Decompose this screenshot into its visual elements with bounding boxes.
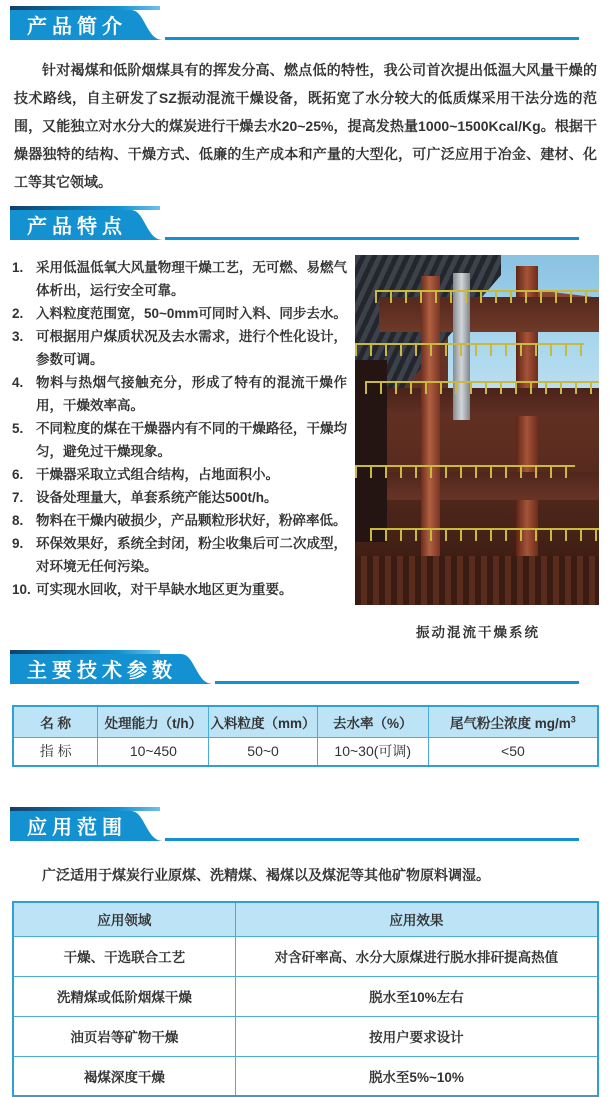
cell-effect: 脱水至5%~10% xyxy=(235,1056,598,1096)
application-intro: 广泛适用于煤炭行业原煤、洗精煤、褐煤以及煤泥等其他矿物原料调湿。 xyxy=(42,867,490,883)
photo-railing xyxy=(365,381,599,394)
table-header-row xyxy=(13,706,598,737)
banner-swoosh xyxy=(127,10,165,40)
photo-railing xyxy=(375,290,599,303)
banner-swoosh xyxy=(127,811,165,841)
feature-item: 1. 采用低温低氧大风量物理干燥工艺，无可燃、易燃气体析出，运行安全可靠。 xyxy=(12,260,347,298)
cell-effect: 对含矸率高、水分大原煤进行脱水排矸提高热值 xyxy=(235,936,598,976)
cell-domain: 干燥、干选联合工艺 xyxy=(13,936,235,976)
banner-top-strip xyxy=(10,206,160,210)
banner-swoosh xyxy=(127,210,165,240)
banner-top-strip xyxy=(10,6,160,10)
banner-underline xyxy=(165,838,579,841)
cell-dust: <50 xyxy=(428,737,598,766)
feature-item: 4. 物料与热烟气接触充分，形成了特有的混流干燥作用，干燥效率高。 xyxy=(12,375,347,413)
cell-feed-size: 50~0 xyxy=(209,737,317,766)
col-header-dewater-rate: 去水率（%） xyxy=(317,706,428,737)
banner-top-strip xyxy=(10,650,160,654)
col-header-feed-size: 入料粒度（mm） xyxy=(209,706,317,737)
cell-name: 指 标 xyxy=(13,737,98,766)
feature-item: 6. 干燥器采取立式组合结构，占地面积小。 xyxy=(12,467,279,482)
table-row xyxy=(13,976,598,1016)
features-list xyxy=(10,253,355,641)
feature-item: 5. 不同粒度的煤在干燥器内有不同的干燥路径，干燥均匀，避免过干燥现象。 xyxy=(12,421,347,459)
table-row xyxy=(13,737,598,766)
photo-caption: 振动混流干燥系统 xyxy=(416,625,540,640)
section-title-features: 产品特点 xyxy=(10,210,127,240)
application-table xyxy=(12,901,599,1097)
feature-item: 2. 入料粒度范围宽，50~0mm可同时入料、同步去水。 xyxy=(12,306,347,321)
section-title-intro: 产品简介 xyxy=(10,10,127,40)
section-header-tech-params xyxy=(10,650,601,684)
feature-item: 3. 可根据用户煤质状况及去水需求，进行个性化设计，参数可调。 xyxy=(12,329,347,367)
features-section xyxy=(10,253,601,641)
photo-column xyxy=(355,253,601,641)
cell-dewater-rate: 10~30(可调) xyxy=(317,737,428,766)
superscript: 3 xyxy=(570,714,576,725)
photo-railing xyxy=(370,528,599,541)
cell-capacity: 10~450 xyxy=(98,737,209,766)
col-header-domain: 应用领域 xyxy=(13,902,235,936)
cell-effect: 脱水至10%左右 xyxy=(235,976,598,1016)
banner-swoosh xyxy=(177,654,215,684)
feature-item: 9. 环保效果好，系统全封闭，粉尘收集后可二次成型，对环境无任何污染。 xyxy=(12,536,347,574)
photo-railing xyxy=(355,465,575,478)
table-header-row xyxy=(13,902,598,936)
col-header-effect: 应用效果 xyxy=(235,902,598,936)
table-row xyxy=(13,1016,598,1056)
section-title-tech-params: 主要技术参数 xyxy=(10,654,177,684)
product-photo xyxy=(355,255,599,605)
section-header-application xyxy=(10,807,601,841)
col-header-capacity: 处理能力（t/h） xyxy=(98,706,209,737)
cell-domain: 油页岩等矿物干燥 xyxy=(13,1016,235,1056)
table-row xyxy=(13,936,598,976)
banner-top-strip xyxy=(10,807,160,811)
banner-underline xyxy=(215,681,579,684)
table-row xyxy=(13,1056,598,1096)
col-header-name: 名 称 xyxy=(13,706,98,737)
cell-domain: 褐煤深度干燥 xyxy=(13,1056,235,1096)
tech-params-table xyxy=(12,705,599,767)
photo-railing xyxy=(355,343,584,356)
section-header-features xyxy=(10,206,601,240)
intro-paragraph: 针对褐煤和低阶烟煤具有的挥发分高、燃点低的特性，我公司首次提出低温大风量干燥的技术路线，自主研发了SZ振动混流干燥设备，既拓宽了水分较大的低质煤采用干法分选的范围，又能独立对水分大的煤炭进行干燥去水20~25%，提高发热量1000~1500Kcal/Kg。根据干燥器独特的结构、干燥方式、低廉的生产成本和产量的大型化，可广泛应用于冶金、建材、化工等其它领域。 xyxy=(14,62,597,190)
feature-item: 10. 可实现水回收，对干旱缺水地区更为重要。 xyxy=(12,582,293,597)
banner-underline xyxy=(165,237,579,240)
section-header-intro xyxy=(10,6,601,40)
banner-underline xyxy=(165,37,579,40)
section-title-application: 应用范围 xyxy=(10,811,127,841)
feature-item: 7. 设备处理量大，单套系统产能达500t/h。 xyxy=(12,490,278,505)
cell-domain: 洗精煤或低阶烟煤干燥 xyxy=(13,976,235,1016)
photo-floor-grate xyxy=(355,556,599,605)
feature-item: 8. 物料在干燥内破损少，产品颗粒形状好，粉碎率低。 xyxy=(12,513,347,528)
col-header-dust: 尾气粉尘浓度 $mg/m^3$ xyxy=(428,706,598,737)
cell-effect: 按用户要求设计 xyxy=(235,1016,598,1056)
